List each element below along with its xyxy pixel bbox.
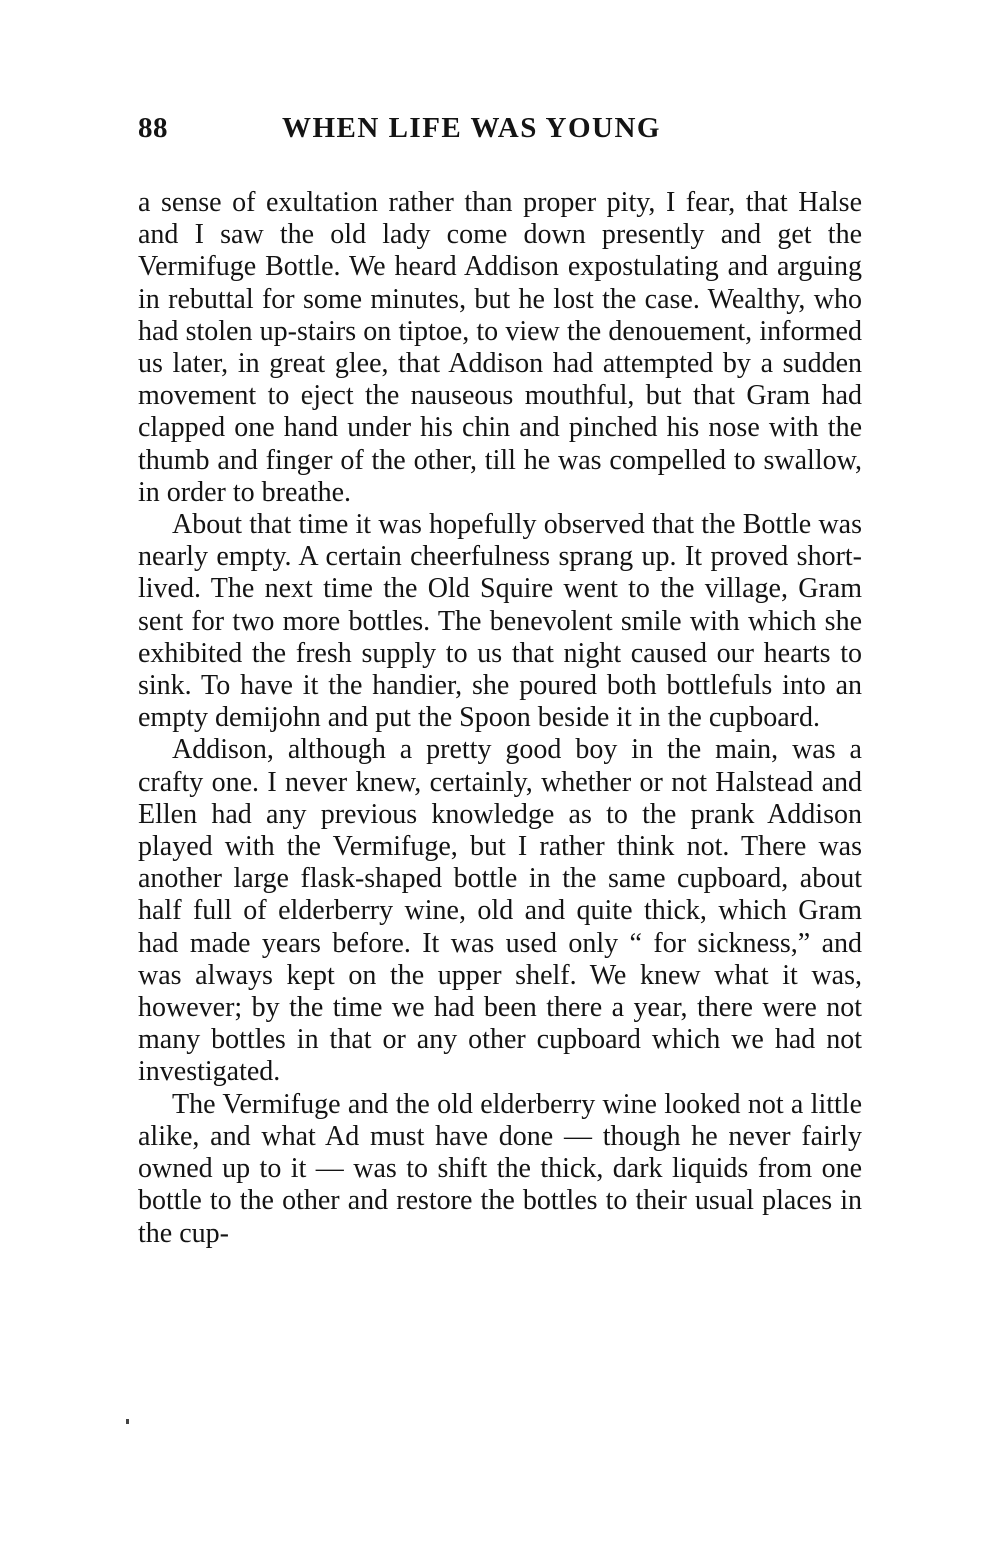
stray-ink-mark	[126, 1419, 129, 1424]
paragraph: About that time it was hopefully observed that the Bottle was nearly empty. A certain cheerfulness sprang up. It proved short-lived. The next time the Old Squire went to the village, Gram sent for two more bottles. The benevolent smile with which she exhibited the fresh supply to us that night caused our hearts to sink. To have it the handier, she poured both bottlefuls into an empty demijohn and put the Spoon beside it in the cupboard.	[138, 509, 862, 734]
page-number: 88	[138, 112, 168, 144]
page-header	[138, 112, 862, 162]
running-title: WHEN LIFE WAS YOUNG	[282, 112, 661, 144]
paragraph: The Vermifuge and the old elderberry wine looked not a little alike, and what Ad must have done — though he never fairly owned up to it — was to shift the thick, dark liquids from one bottle to the other and restore the bottles to their usual places in the cup-	[138, 1088, 862, 1249]
paragraph: Addison, although a pretty good boy in the main, was a crafty one. I never knew, certainly, whether or not Halstead and Ellen had any previous knowledge as to the prank Addison played with the Vermifuge, but I rather think not. There was another large flask-shaped bottle in the same cupboard, about half full of elderberry wine, old and quite thick, which Gram had made years before. It was used only “ for sickness,” and was always kept on the upper shelf. We knew what it was, however; by the time we had been there a year, there were not many bottles in that or any other cupboard which we had not investigated.	[138, 734, 862, 1088]
book-page	[138, 112, 862, 1250]
paragraph: a sense of exultation rather than proper pity, I fear, that Halse and I saw the old lady come down presently and get the Vermifuge Bottle. We heard Addison expostulating and arguing in rebuttal for some minutes, but he lost the case. Wealthy, who had stolen up-stairs on tiptoe, to view the denouement, informed us later, in great glee, that Addison had attempted by a sudden movement to eject the nauseous mouthful, but that Gram had clapped one hand under his chin and pinched his nose with the thumb and finger of the other, till he was compelled to swallow, in order to breathe.	[138, 187, 862, 508]
body-text	[138, 187, 862, 1250]
